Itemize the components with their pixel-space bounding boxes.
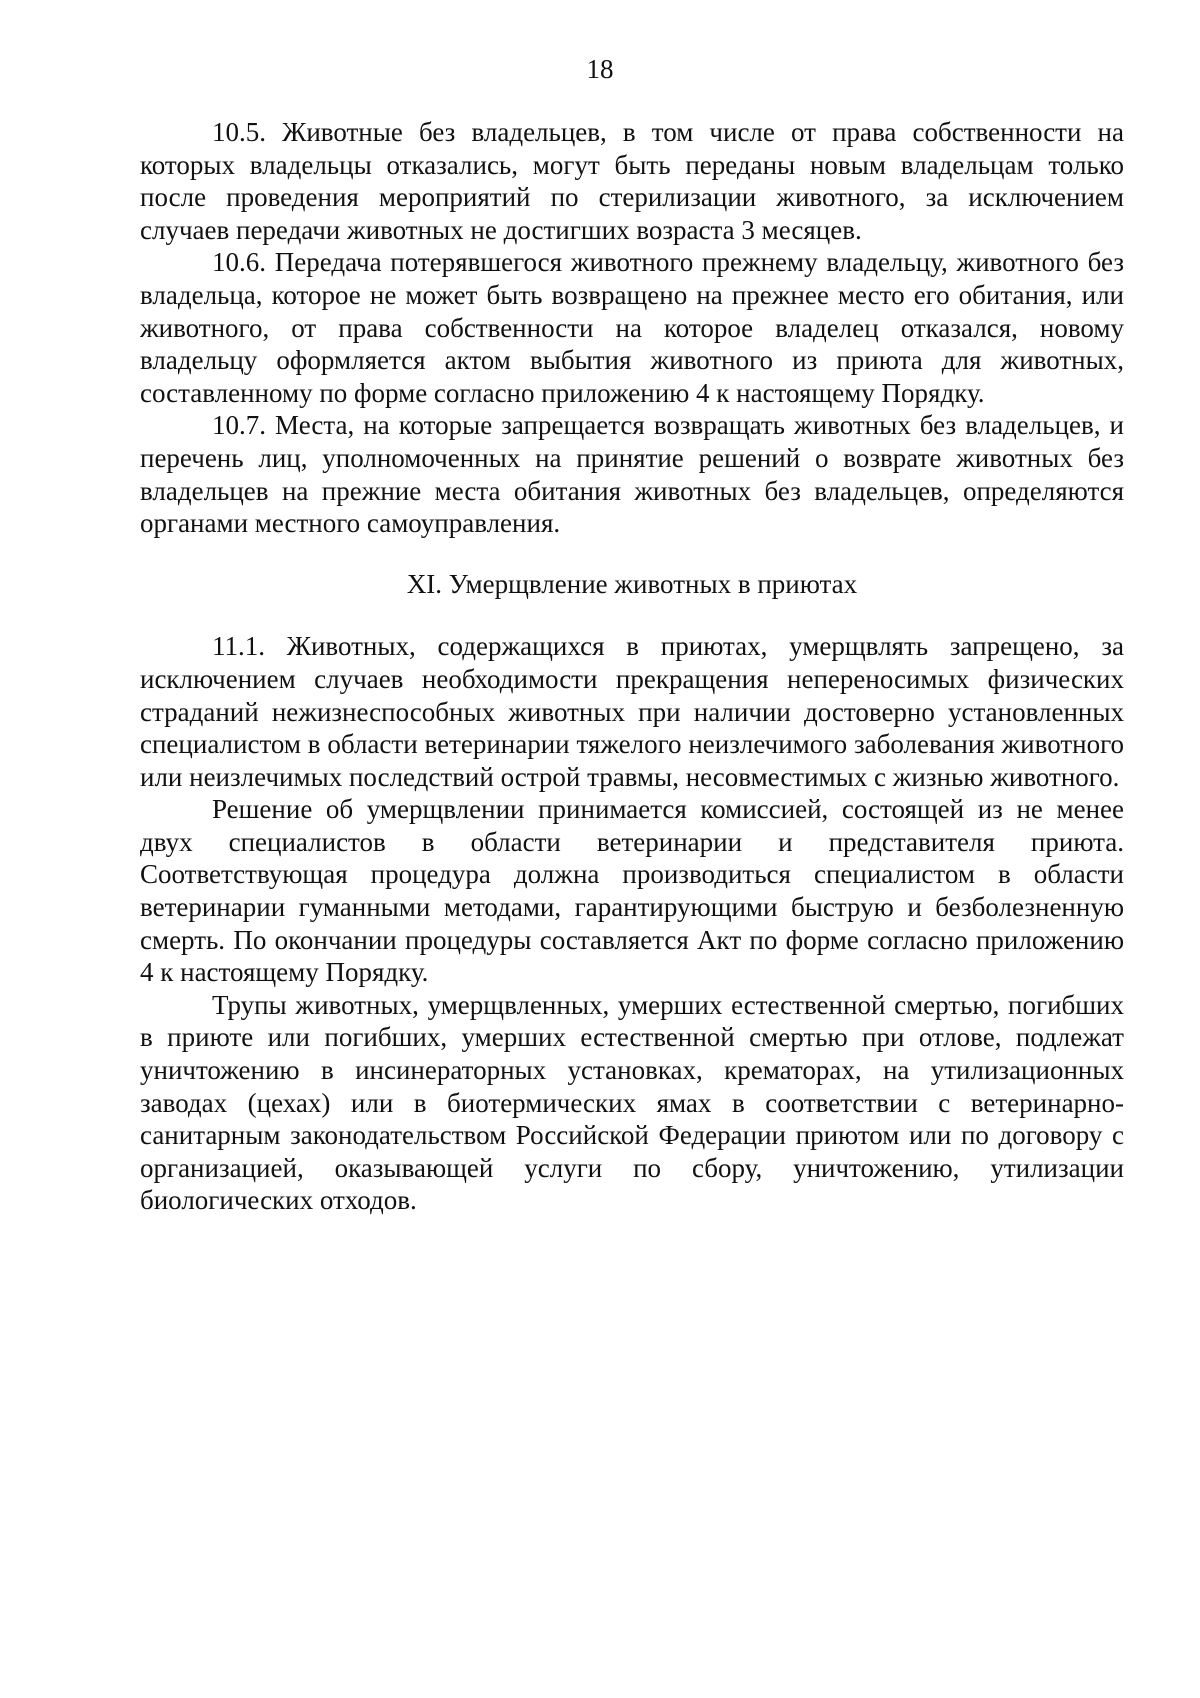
page-number: 18: [586, 54, 614, 84]
paragraph-11-1: 11.1. Животных, содержащихся в приютах, умерщвлять запрещено, за исключением случаев необходимости прекращения непереносимых физических страданий нежизнеспособных животных при наличии достоверно установленных специалистом в области ветеринарии тяжелого неизлечимого заболевания животного или неизлечимых последствий острой травмы, несовместимых с жизнью животного.: [140, 631, 1124, 792]
paragraph-10-7: 10.7. Места, на которые запрещается возвращать животных без владельцев, и перечень лиц, уполномоченных на принятие решений о возврате животных без владельцев на прежние места обитания животных без владельцев, определяются органами местного самоуправления.: [140, 410, 1124, 539]
paragraph-10-6: 10.6. Передача потерявшегося животного прежнему владельцу, животного без владельца, которое не может быть возвращено на прежнее место его обитания, или животного, от права собственности на которое владелец отказался, новому владельцу оформляется актом выбытия животного из приюта для животных, составленному по форме согласно приложению 4 к настоящему Порядку.: [140, 247, 1124, 408]
paragraph-euthanasia-decision: Решение об умерщвлении принимается комиссией, состоящей из не менее двух специалистов в области ветеринарии и представителя приюта. Соответствующая процедура должна производиться специалистом в области ветеринарии гуманными методами, гарантирующими быструю и безболезненную смерть. По окончании процедуры составляется Акт по форме согласно приложению 4 к настоящему Порядку.: [140, 794, 1124, 988]
paragraph-corpse-disposal: Трупы животных, умерщвленных, умерших естественной смертью, погибших в приюте или погибших, умерших естественной смертью при отлове, подлежат уничтожению в инсинераторных установках, крематорах, на утилизационных заводах (цехах) или в биотермических ямах в соответствии с ветеринарно-санитарным законодательством Российской Федерации приютом или по договору с организацией, оказывающей услуги по сбору, уничтожению, утилизации биологических отходов.: [140, 989, 1124, 1216]
paragraph-10-5: 10.5. Животные без владельцев, в том числе от права собственности на которых владельцы отказались, могут быть переданы новым владельцам только после проведения мероприятий по стерилизации животного, за исключением случаев передачи животных не достигших возраста 3 месяцев.: [140, 117, 1124, 245]
document-body: [140, 116, 1124, 1217]
section-heading-xi: XI. Умерщвление животных в приютах: [406, 568, 858, 599]
